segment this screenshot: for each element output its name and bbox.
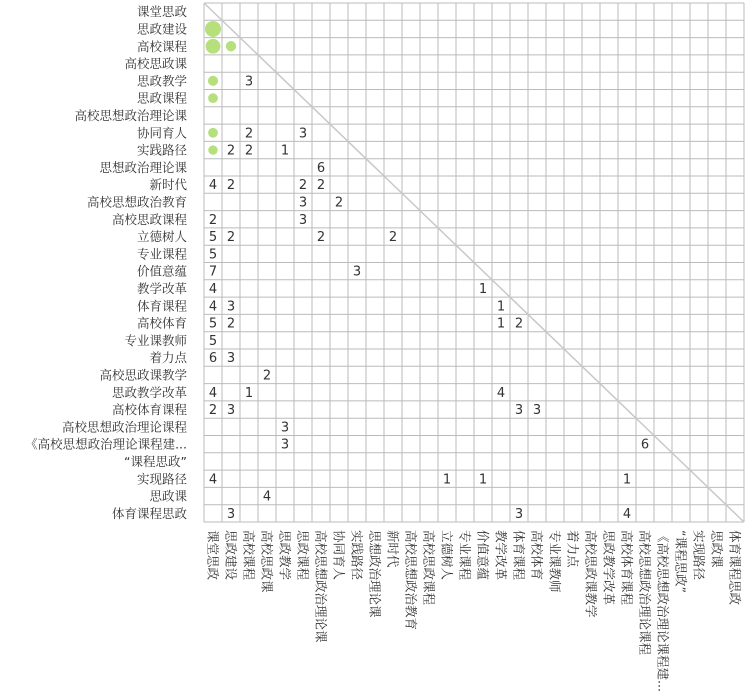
row-label: 思政建设	[136, 21, 187, 37]
column-label: “课程思政”	[673, 530, 689, 593]
cell-value-label: 2	[208, 403, 218, 419]
column-label: 高校课程	[241, 530, 257, 581]
cell-value-label: 1	[442, 472, 452, 488]
column-label: 体育课程	[511, 530, 527, 581]
row-label: 实现路径	[136, 471, 187, 487]
column-label: 思想政治理论课	[367, 530, 383, 618]
column-label: 实现路径	[691, 530, 707, 581]
column-label: 高校体育	[529, 530, 545, 581]
cell-value-label: 1	[280, 143, 290, 159]
row-label: 《高校思想政治理论课程建...	[25, 436, 187, 452]
row-label: 课堂思政	[136, 4, 187, 20]
cell-value-label: 3	[226, 299, 236, 315]
row-label: “课程思政”	[124, 453, 187, 469]
cell-value-label: 5	[208, 247, 218, 263]
cell-value-label: 1	[478, 281, 488, 297]
column-label: 思政教学	[277, 530, 293, 581]
column-label: 体育课程思政	[727, 530, 743, 606]
row-label: 思政教学改革	[111, 384, 187, 400]
column-label: 着力点	[565, 530, 581, 568]
cell-value-label: 2	[226, 316, 236, 332]
column-label: 立德树人	[439, 530, 455, 581]
cell-value-label: 1	[622, 472, 632, 488]
cell-value-label: 3	[352, 264, 362, 280]
cell-value-label: 4	[208, 178, 218, 194]
cell-value-label: 2	[262, 368, 272, 384]
row-label: 高校思想政治理论课程	[61, 419, 187, 435]
row-label: 价值意蕴	[136, 263, 187, 279]
column-label: 高校思想政治教育	[403, 530, 419, 631]
cell-value-label: 2	[226, 143, 236, 159]
dot-marker	[208, 76, 218, 86]
row-label: 高校体育课程	[111, 402, 187, 418]
row-label: 体育课程思政	[111, 505, 187, 521]
cell-value-label: 5	[208, 316, 218, 332]
cell-value-label: 3	[280, 437, 290, 453]
cell-value-label: 3	[298, 126, 308, 142]
cell-value-label: 4	[622, 506, 632, 522]
column-labels	[206, 530, 743, 692]
row-label: 专业课程	[136, 246, 187, 262]
row-label: 专业课教师	[124, 332, 187, 348]
column-label: 协同育人	[331, 530, 347, 581]
row-label: 高校思想政治理论课	[74, 107, 187, 123]
row-label: 思政教学	[136, 73, 187, 89]
column-label: 专业课程	[457, 530, 473, 581]
dot-marker	[206, 39, 221, 54]
row-label: 实践路径	[136, 142, 187, 158]
cell-value-label: 2	[226, 178, 236, 194]
cell-value-label: 6	[316, 160, 326, 176]
dot-markers	[205, 21, 236, 155]
cell-value-label: 2	[514, 316, 524, 332]
row-label: 高校思想政治教育	[86, 194, 187, 210]
row-label: 体育课程	[136, 298, 187, 314]
cell-value-label: 3	[244, 74, 254, 90]
row-label: 思政课程	[136, 90, 187, 106]
cell-value-label: 3	[226, 403, 236, 419]
column-label: 专业课教师	[547, 530, 563, 593]
dot-marker	[208, 93, 218, 103]
cell-value-label: 2	[208, 212, 218, 228]
column-label: 高校思政课	[259, 530, 275, 593]
row-label: 立德树人	[136, 229, 187, 245]
cell-value-label: 2	[226, 230, 236, 246]
cell-value-label: 2	[316, 230, 326, 246]
cell-value-label: 4	[208, 385, 218, 401]
column-label: 教学改革	[493, 530, 509, 581]
cell-value-label: 3	[226, 351, 236, 367]
row-label: 着力点	[149, 350, 187, 366]
cell-value-label: 2	[244, 126, 254, 142]
cell-value-label: 3	[514, 403, 524, 419]
cell-value-label: 2	[298, 178, 308, 194]
column-label: 高校思政课教学	[583, 530, 599, 618]
row-label: 思政课	[149, 488, 187, 504]
cell-value-label: 2	[334, 195, 344, 211]
column-label: 价值意蕴	[475, 530, 491, 581]
row-label: 新时代	[149, 177, 187, 193]
cell-value-label: 2	[388, 230, 398, 246]
row-label: 高校体育	[136, 315, 187, 331]
column-label: 高校思政课程	[421, 530, 437, 606]
cell-value-label: 2	[244, 143, 254, 159]
cell-value-label: 6	[640, 437, 650, 453]
cell-value-label: 3	[514, 506, 524, 522]
column-label: 课堂思政	[205, 530, 221, 581]
cell-value-label: 4	[208, 472, 218, 488]
row-label: 思想政治理论课	[99, 159, 187, 175]
row-label: 教学改革	[136, 280, 187, 296]
cell-value-label: 5	[208, 333, 218, 349]
row-label: 高校课程	[136, 38, 187, 54]
column-label: 思政课	[709, 530, 725, 568]
cell-value-label: 4	[208, 299, 218, 315]
dot-marker	[208, 145, 217, 154]
column-label: 高校体育课程	[619, 530, 635, 606]
column-label: 新时代	[385, 530, 401, 568]
cell-value-label: 2	[316, 178, 326, 194]
row-label: 高校思政课程	[111, 211, 187, 227]
cell-value-label: 3	[280, 420, 290, 436]
cell-value-label: 3	[298, 212, 308, 228]
cell-value-label: 4	[496, 385, 506, 401]
column-label: 实践路径	[349, 530, 365, 581]
dot-marker	[208, 128, 218, 138]
cell-value-label: 5	[208, 230, 218, 246]
cell-value-label: 1	[496, 316, 506, 332]
row-label: 高校思政课	[124, 56, 187, 72]
row-label: 高校思政课教学	[99, 367, 187, 383]
column-label: 思政课程	[295, 530, 311, 581]
cell-value-label: 3	[226, 506, 236, 522]
cell-value-label: 3	[298, 195, 308, 211]
column-label: 思政建设	[223, 530, 239, 581]
column-label: 高校思想政治理论课	[313, 530, 329, 643]
cell-value-label: 4	[208, 281, 218, 297]
row-labels	[25, 4, 187, 521]
cell-value-label: 1	[244, 385, 254, 401]
cell-value-label: 7	[208, 264, 218, 280]
row-label: 协同育人	[136, 125, 187, 141]
cell-value-label: 1	[496, 299, 506, 315]
cell-value-label: 1	[478, 472, 488, 488]
cell-value-label: 3	[532, 403, 542, 419]
cell-value-label: 4	[262, 489, 272, 505]
column-label: 思政教学改革	[601, 530, 617, 606]
dot-marker	[205, 21, 221, 37]
column-label: 《高校思想政治理论课程建...	[655, 530, 671, 692]
column-label: 高校思想政治理论课程	[637, 530, 653, 656]
dot-marker	[226, 41, 236, 51]
cell-value-label: 6	[208, 351, 218, 367]
